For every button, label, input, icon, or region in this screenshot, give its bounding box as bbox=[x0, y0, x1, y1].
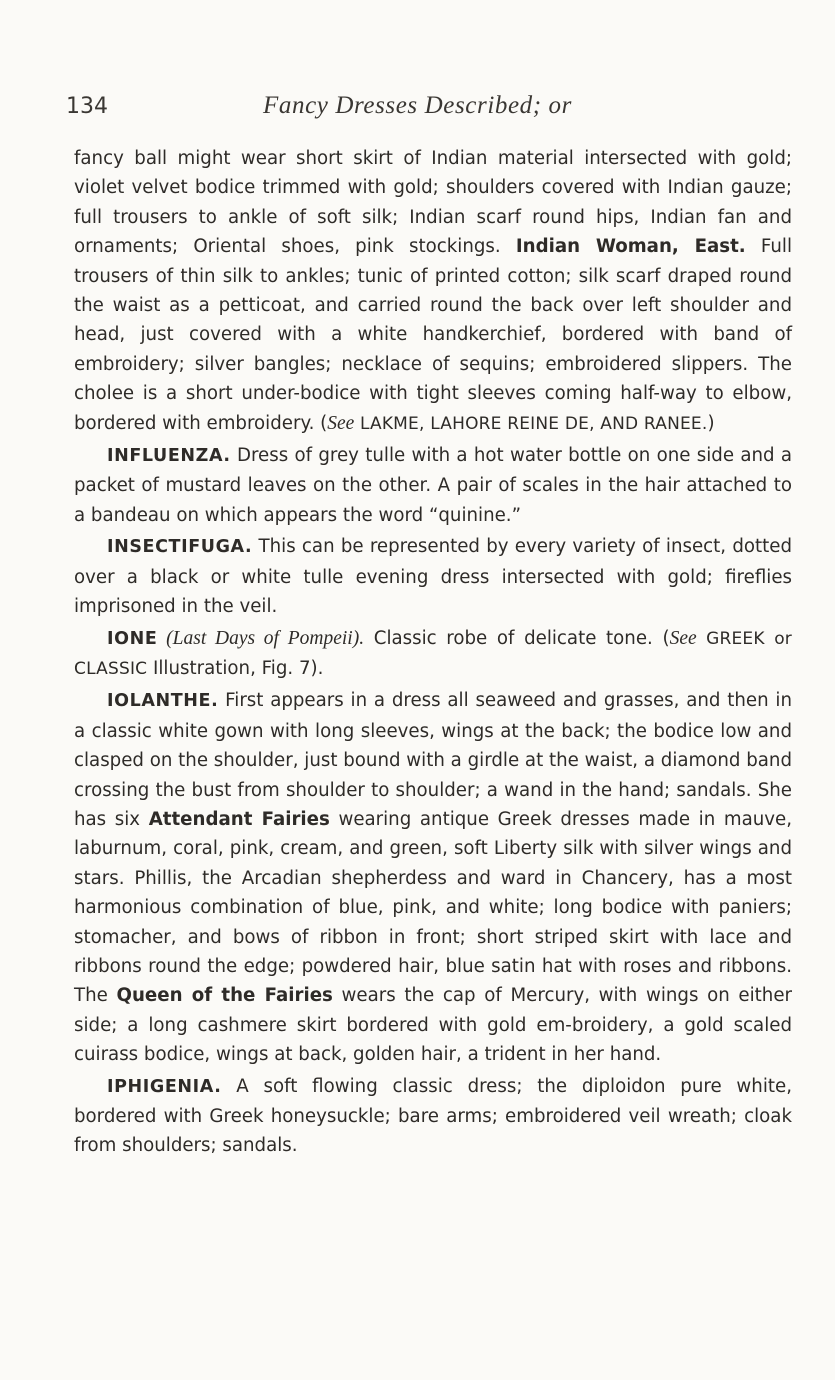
see-reference: See bbox=[669, 627, 697, 649]
entry-term-indian-woman: Indian Woman, East. bbox=[515, 236, 746, 258]
entry-source: (Last Days of Pompeii). bbox=[157, 627, 365, 649]
see-reference: See bbox=[327, 412, 355, 434]
cross-references: LAKME, LAHORE REINE DE, AND RANEE. bbox=[354, 413, 708, 434]
entry-iphigenia: IPHIGENIA. A soft flowing classic dress; the diploidon pure white, bordered with Greek honeysuckle; bare arms; embroidered veil wreath; cloak from shoulders; sandals. bbox=[74, 1075, 792, 1157]
cross-references: GREEK or CLASSIC bbox=[74, 628, 792, 679]
entry-term: INSECTIFUGA. bbox=[107, 537, 253, 558]
page-body bbox=[74, 144, 792, 1163]
entry-insectifuga: INSECTIFUGA. This can be represented by every variety of insect, dotted over a black or white tulle evening dress intersected with gold; fireflies imprisoned in the veil. bbox=[74, 536, 792, 618]
entry-ione: IONE (Last Days of Pompeii). Classic robe of delicate tone. (See GREEK or CLASSIC Illustration, Fig. 7). bbox=[74, 627, 792, 679]
page-header bbox=[0, 92, 835, 132]
entry-iolanthe: IOLANTHE. First appears in a dress all seaweed and grasses, and then in a classic white gown with long sleeves, wings at the back; the bodice low and clasped on the shoulder, just bound with a girdle at the waist, a diamond band crossing the bust from shoulder to shoulder; a wand in the hand; sandals. She has six Attendant Fairies wearing antique Greek dresses made in mauve, laburnum, coral, pink, cream, and green, soft Liberty silk with silver wings and stars. Phillis, the Arcadian shepherdess and ward in Chancery, has a most harmonious combination of blue, pink, and white; long bodice with paniers; stomacher, and bows of ribbon in front; short striped skirt with lace and ribbons round the edge; powdered hair, blue satin hat with roses and ribbons. The Queen of the Fairies wears the cap of Mercury, with wings on either side; a long cashmere skirt bordered with gold em-broidery, a gold scaled cuirass bodice, wings at back, golden hair, a trident in her hand. bbox=[74, 690, 793, 1066]
entry-influenza: INFLUENZA. Dress of grey tulle with a hot water bottle on one side and a packet of mustard leaves on the other. A pair of scales in the hair attached to a bandeau on which appears the word “quinine.” bbox=[74, 445, 792, 526]
entry-term: IONE bbox=[107, 628, 158, 649]
running-title: Fancy Dresses Described; or bbox=[263, 92, 572, 119]
paragraph-continuation: fancy ball might wear short skirt of Indian material intersected with gold; violet velvet bodice trimmed with gold; shoulders covered with Indian gauze; full trousers to ankle of soft silk; Indian scarf round hips, Indian fan and ornaments; Oriental shoes, pink stockings. Indian Woman, East. Full trousers of thin silk to ankles; tunic of printed cotton; silk scarf draped round the waist as a petticoat, and carried round the back over left shoulder and head, just covered with a white handkerchief, bordered with band of embroidery; silver bangles; necklace of sequins; embroidered slippers. The cholee is a short under-bodice with tight sleeves coming half-way to elbow, bordered with embroidery. (See LAKME, LAHORE REINE DE, AND RANEE.) bbox=[74, 148, 792, 434]
entry-term: IPHIGENIA. bbox=[107, 1076, 222, 1097]
page-number: 134 bbox=[66, 94, 108, 119]
sub-term-attendant-fairies: Attendant Fairies bbox=[148, 808, 330, 830]
sub-term-queen-of-the-fairies: Queen of the Fairies bbox=[116, 985, 333, 1007]
entry-term: IOLANTHE. bbox=[107, 691, 219, 712]
entry-term: INFLUENZA. bbox=[107, 446, 231, 467]
